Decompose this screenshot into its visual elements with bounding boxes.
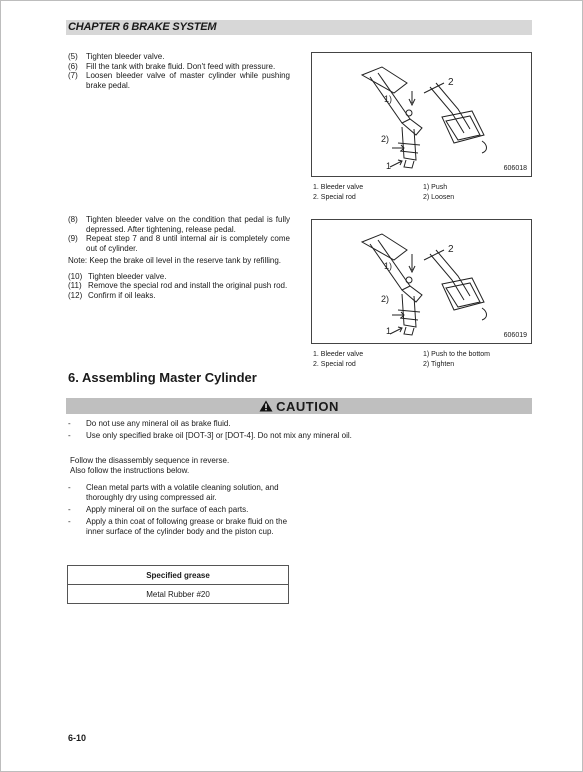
legend-item: 1) Push: [423, 184, 448, 191]
list-item: - Apply mineral oil on the surface of each parts.: [68, 505, 249, 514]
instruction-list: [68, 483, 303, 539]
step-item: (6) Fill the tank with brake fluid. Don't feed with pressure.: [68, 61, 276, 71]
brake-pedal-illustration: [312, 53, 531, 176]
figure-number: 606018: [503, 165, 527, 172]
figure-bleeder-tighten: [311, 219, 532, 344]
callout-1p: 1): [384, 94, 393, 104]
callout-2p: 2): [381, 294, 390, 304]
step-item: (8) Tighten bleeder valve on the condition that pedal is fully depressed. After tightening, release pedal.: [68, 215, 290, 234]
figure-bleeder-loosen: [311, 52, 532, 177]
list-item: - Apply a thin coat of following grease or brake fluid on the inner surface of the cylinder body and the piston cup.: [68, 517, 288, 536]
legend-item: 2. Special rod: [313, 194, 356, 201]
brake-pedal-illustration: [312, 220, 531, 343]
legend-item: 2) Tighten: [423, 361, 455, 368]
callout-1: 1: [386, 161, 392, 171]
legend-item: 2. Special rod: [313, 361, 356, 368]
chapter-title: CHAPTER 6 BRAKE SYSTEM: [68, 21, 217, 33]
legend-item: 2) Loosen: [423, 194, 455, 201]
callout-2: 2: [448, 244, 454, 255]
list-item: - Clean metal parts with a volatile cleaning solution, and thoroughly dry using compressed air.: [68, 483, 279, 502]
table-header: Specified grease: [68, 566, 289, 585]
callout-1: 1: [386, 326, 392, 336]
step-item: (5) Tighten bleeder valve.: [68, 52, 165, 61]
note-text: Note: Keep the brake oil level in the reserve tank by refilling.: [68, 256, 282, 265]
page-number: 6-10: [68, 733, 87, 743]
section-title: 6. Assembling Master Cylinder: [68, 370, 257, 385]
step-item: (12) Confirm if oil leaks.: [68, 290, 156, 300]
chapter-header: [66, 20, 532, 35]
intro-line: Follow the disassembly sequence in reverse.: [70, 456, 230, 465]
specified-grease-table: [67, 565, 289, 604]
steps-group-b: [68, 215, 290, 300]
callout-2p: 2): [381, 134, 390, 144]
warning-triangle-icon: [259, 400, 273, 412]
list-item: - Do not use any mineral oil as brake fluid.: [68, 419, 231, 428]
legend-item: 1. Bleeder valve: [313, 184, 364, 191]
step-item: (7) Loosen bleeder valve of master cylinder while pushing brake pedal.: [68, 71, 290, 90]
callout-1p: 1): [384, 261, 393, 271]
list-item: - Use only specified brake oil [DOT-3] or [DOT-4]. Do not mix any mineral oil.: [68, 431, 352, 440]
steps-group-a: [68, 52, 290, 90]
caution-list: [68, 419, 488, 443]
step-item: (10) Tighten bleeder valve.: [68, 271, 167, 281]
intro-line: Also follow the instructions below.: [70, 466, 190, 475]
figure-number: 606019: [503, 332, 527, 339]
legend-item: 1) Push to the bottom: [423, 351, 490, 358]
step-item: (9) Repeat step 7 and 8 until internal air is completely come out of cylinder.: [68, 234, 290, 253]
caution-banner: [66, 398, 532, 414]
table-cell: Metal Rubber #20: [68, 585, 289, 604]
caution-label: CAUTION: [276, 399, 339, 414]
legend-item: 1. Bleeder valve: [313, 351, 364, 358]
callout-2: 2: [448, 77, 454, 88]
step-item: (11) Remove the special rod and install the original push rod.: [68, 281, 288, 290]
